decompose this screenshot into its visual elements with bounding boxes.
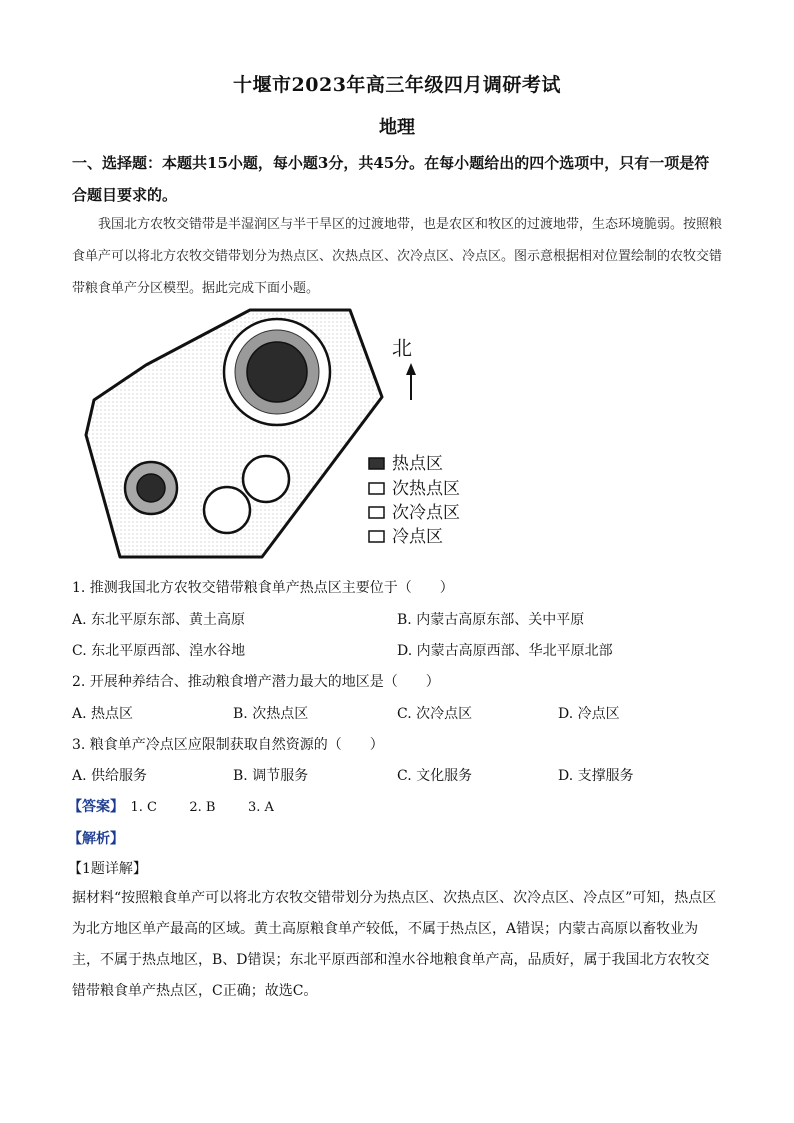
analysis-label: 【解析】 <box>68 831 124 847</box>
question-3-option-d[interactable]: D. 支撑服务 <box>558 768 634 784</box>
zone-circle-left <box>204 487 250 533</box>
hotspot-core <box>247 342 307 402</box>
legend-label-hot: 热点区 <box>392 454 443 474</box>
subject-title: 地理 <box>379 117 415 138</box>
question-2-stem: 2. 开展种养结合、推动粮食增产潜力最大的地区是（ ） <box>72 674 440 690</box>
question-1-option-a[interactable]: A. 东北平原东部、黄土高原 <box>72 612 246 628</box>
legend-swatch-hot <box>369 458 384 469</box>
question-2-option-a[interactable]: A. 热点区 <box>72 706 134 722</box>
analysis-text: 据材料“按照粮食单产可以将北方农牧交错带划分为热点区、次热点区、次冷点区、冷点区”可知，热点区为北方地区单产最高的区域。黄土高原粮食单产较低，不属于热点区，A错误；内蒙古高原以畜牧业为主，不属于热点地区，B、D错误；东北平原西部和湟水谷地粮食单产高，品质好，属于我国北方农牧交错带粮食单产热点区，C正确；故选C。 <box>72 890 717 999</box>
question-3-stem: 3. 粮食单产冷点区应限制获取自然资源的（ ） <box>72 737 384 753</box>
analysis-sub-label: 【1题详解】 <box>68 861 147 877</box>
legend-swatch-subcold <box>369 507 384 518</box>
north-label: 北 <box>392 336 412 360</box>
question-2-option-b[interactable]: B. 次热点区 <box>233 706 309 722</box>
legend-label-subcold: 次冷点区 <box>392 503 460 523</box>
legend-label-subhot: 次热点区 <box>392 479 460 499</box>
answer-row <box>68 796 274 816</box>
answer-label: 【答案】 <box>68 799 124 815</box>
zone-circle-right <box>243 456 289 502</box>
question-3-option-a[interactable]: A. 供给服务 <box>72 768 148 784</box>
north-arrow-head <box>406 363 416 375</box>
question-1-option-c[interactable]: C. 东北平原西部、湟水谷地 <box>72 643 246 659</box>
question-3-option-b[interactable]: B. 调节服务 <box>233 768 309 784</box>
exam-title: 十堰市2023年高三年级四月调研考试 <box>233 74 561 96</box>
question-2-option-d[interactable]: D. 冷点区 <box>558 706 620 722</box>
question-1-stem: 1. 推测我国北方农牧交错带粮食单产热点区主要位于（ ） <box>72 580 454 596</box>
legend-label-cold: 冷点区 <box>392 527 443 547</box>
question-1-option-b[interactable]: B. 内蒙古高原东部、关中平原 <box>397 612 585 628</box>
question-3-option-c[interactable]: C. 文化服务 <box>397 768 473 784</box>
material-paragraph: 我国北方农牧交错带是半湿润区与半干旱区的过渡地带，也是农区和牧区的过渡地带，生态环境脆弱。按照粮食单产可以将北方农牧交错带划分为热点区、次热点区、次冷点区、冷点区。图示意根据相对位置绘制的农牧交错带粮食单产分区模型。据此完成下面小题。 <box>72 217 723 296</box>
small-hotspot-core <box>137 474 165 502</box>
section-heading: 一、选择题：本题共15小题，每小题3分，共45分。在每小题给出的四个选项中，只有一项是符合题目要求的。 <box>72 154 710 204</box>
legend-swatch-cold <box>369 531 384 542</box>
legend-swatch-subhot <box>369 483 384 494</box>
question-1-option-d[interactable]: D. 内蒙古高原西部、华北平原北部 <box>397 643 613 659</box>
legend <box>369 454 460 547</box>
zoning-model-figure <box>72 305 492 567</box>
answer-1: 1. C <box>130 800 157 815</box>
answer-3: 3. A <box>247 800 274 815</box>
answer-2: 2. B <box>189 800 216 815</box>
question-2-option-c[interactable]: C. 次冷点区 <box>397 706 473 722</box>
